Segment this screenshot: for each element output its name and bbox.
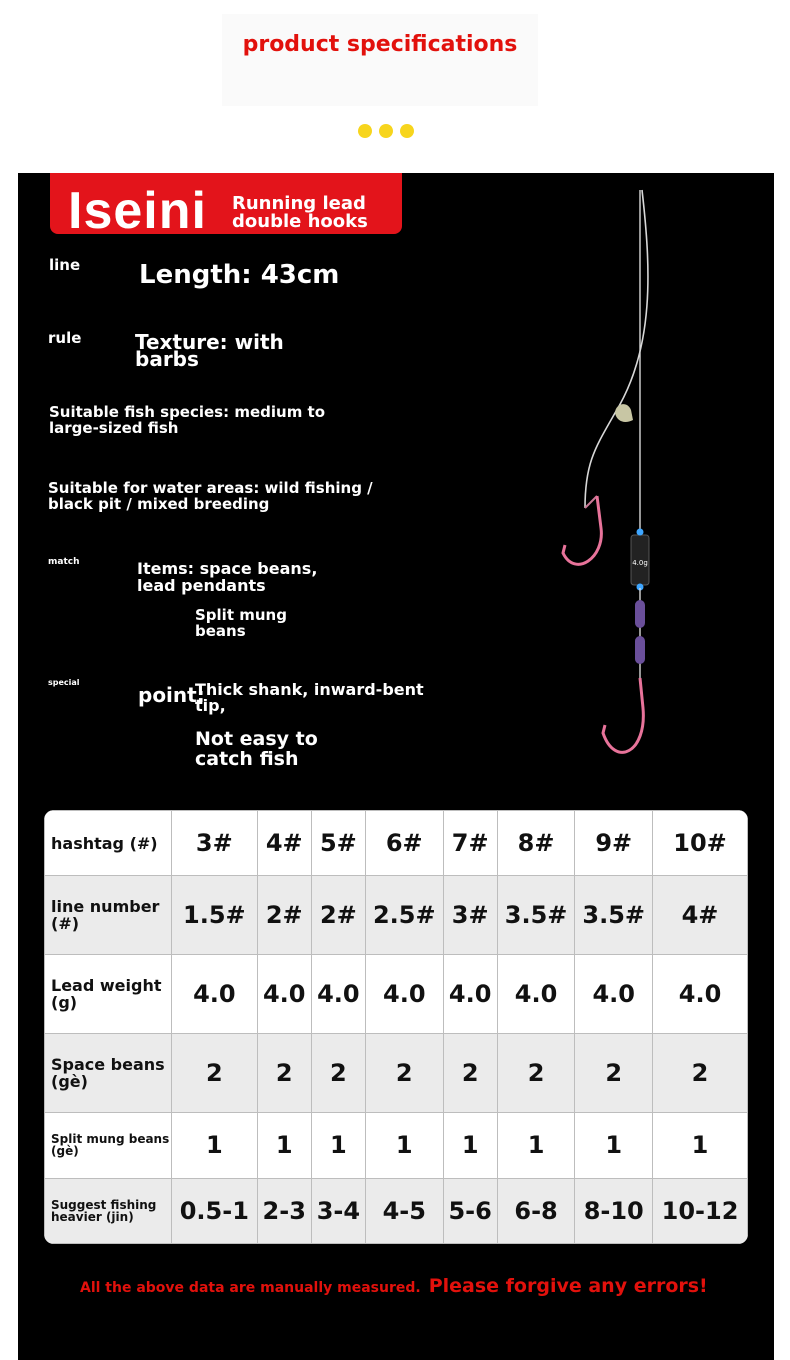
table-cell: 1	[575, 1113, 653, 1178]
table-cell: 4.0	[443, 955, 497, 1034]
table-cell: 9#	[575, 811, 653, 876]
table-cell: 2.5#	[365, 876, 443, 955]
texture-text: Texture: with barbs	[135, 330, 284, 371]
table-cell: 4-5	[365, 1178, 443, 1243]
point-text-2: Not easy to catch fish	[195, 728, 318, 770]
hook-icon	[563, 496, 601, 564]
table-cell: 4.0	[497, 955, 575, 1034]
water-areas-text: Suitable for water areas: wild fishing / black pit / mixed breeding	[48, 479, 373, 513]
special-label: special	[48, 678, 80, 687]
table-cell: 1	[653, 1113, 748, 1178]
dot-icon	[400, 124, 414, 138]
table-row	[45, 876, 748, 955]
space-bean-icon	[635, 636, 645, 664]
table-cell: 3#	[443, 876, 497, 955]
table-cell: 2	[365, 1034, 443, 1113]
table-row	[45, 955, 748, 1034]
table-cell: 4.0	[365, 955, 443, 1034]
table-cell: 2	[172, 1034, 258, 1113]
table-cell: 2#	[257, 876, 311, 955]
brand-logo: Iseini	[68, 182, 207, 234]
dot-icon	[358, 124, 372, 138]
table-cell: 4#	[653, 876, 748, 955]
length-text: Length: 43cm	[139, 260, 340, 290]
rule-label: rule	[48, 329, 82, 347]
point-text: Thick shank, inward-bent tip,	[195, 680, 424, 715]
row-header: hashtag (#)	[45, 811, 172, 876]
hook-icon	[603, 678, 643, 752]
spec-table	[44, 810, 748, 1244]
table-cell: 2	[497, 1034, 575, 1113]
footer-note-errors: Please forgive any errors!	[428, 1275, 708, 1297]
rig-illustration	[555, 188, 675, 763]
row-header: Suggest fishing heavier (jin)	[45, 1178, 172, 1243]
footer-note	[80, 1275, 708, 1297]
table-cell: 2	[257, 1034, 311, 1113]
table-cell: 4.0	[172, 955, 258, 1034]
table-cell: 1.5#	[172, 876, 258, 955]
decorative-dots	[358, 124, 414, 138]
table-cell: 10-12	[653, 1178, 748, 1243]
row-header: Split mung beans (gè)	[45, 1113, 172, 1178]
table-cell: 1	[172, 1113, 258, 1178]
table-cell: 7#	[443, 811, 497, 876]
table-cell: 1	[497, 1113, 575, 1178]
dot-icon	[379, 124, 393, 138]
table-cell: 2	[443, 1034, 497, 1113]
point-label: point:	[138, 683, 205, 707]
spec-panel	[18, 173, 774, 1360]
clamp-bead-icon	[615, 404, 633, 422]
footer-note-measured: All the above data are manually measured.	[80, 1280, 421, 1296]
line-label: line	[49, 256, 81, 274]
table-cell: 2	[311, 1034, 365, 1113]
table-cell: 4.0	[257, 955, 311, 1034]
fish-species-text: Suitable fish species: medium to large-sized fish	[49, 403, 326, 437]
brand-subtitle: Running lead double hooks	[232, 193, 368, 232]
table-cell: 4#	[257, 811, 311, 876]
table-cell: 1	[365, 1113, 443, 1178]
match-label: match	[48, 557, 80, 567]
table-cell: 3.5#	[575, 876, 653, 955]
row-header: line number (#)	[45, 876, 172, 955]
table-cell: 5#	[311, 811, 365, 876]
table-row	[45, 811, 748, 876]
table-cell: 6-8	[497, 1178, 575, 1243]
split-beans-text: Split mung beans	[195, 606, 287, 640]
page-title: product specifications	[222, 14, 538, 106]
table-cell: 3#	[172, 811, 258, 876]
table-cell: 10#	[653, 811, 748, 876]
items-text: Items: space beans, lead pendants	[137, 559, 318, 595]
table-cell: 4.0	[653, 955, 748, 1034]
table-cell: 2	[653, 1034, 748, 1113]
table-cell: 5-6	[443, 1178, 497, 1243]
table-cell: 1	[257, 1113, 311, 1178]
row-header: Space beans (gè)	[45, 1034, 172, 1113]
table-cell: 2#	[311, 876, 365, 955]
table-cell: 0.5-1	[172, 1178, 258, 1243]
table-row	[45, 1113, 748, 1178]
table-cell: 2	[575, 1034, 653, 1113]
table-cell: 8-10	[575, 1178, 653, 1243]
row-header: Lead weight (g)	[45, 955, 172, 1034]
table-cell: 3.5#	[497, 876, 575, 955]
table-cell: 1	[443, 1113, 497, 1178]
table-cell: 1	[311, 1113, 365, 1178]
sinker-weight-label: 4.0g	[632, 559, 648, 567]
table-cell: 4.0	[311, 955, 365, 1034]
table-cell: 6#	[365, 811, 443, 876]
table-cell: 4.0	[575, 955, 653, 1034]
table-cell: 8#	[497, 811, 575, 876]
brand-banner	[50, 173, 402, 234]
table-row	[45, 1178, 748, 1243]
table-cell: 2-3	[257, 1178, 311, 1243]
table-cell: 3-4	[311, 1178, 365, 1243]
space-bean-icon	[635, 600, 645, 628]
table-row	[45, 1034, 748, 1113]
